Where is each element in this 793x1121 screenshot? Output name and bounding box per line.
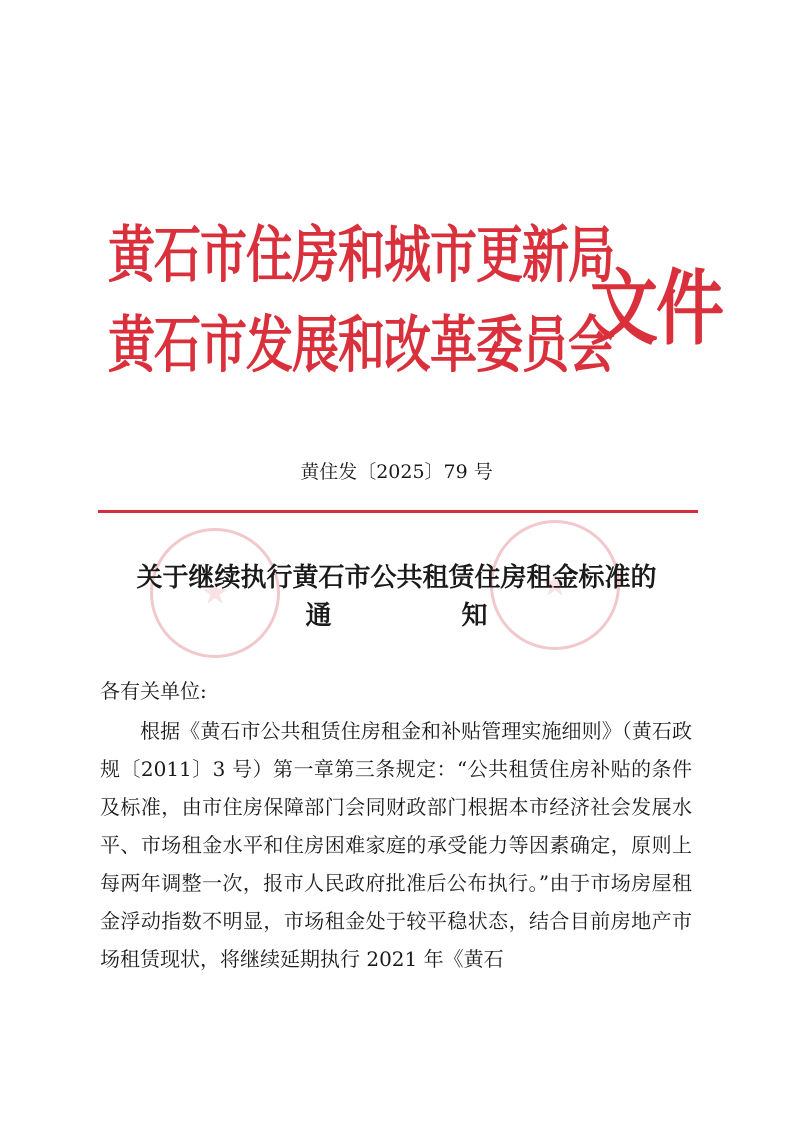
document-number: 黄住发〔2025〕79 号 [300, 461, 493, 483]
notice-title-char-zhi: 知 [461, 601, 488, 631]
red-divider-line [98, 510, 698, 513]
notice-title-line-1: 关于继续执行黄石市公共租赁住房租金标准的 [136, 563, 657, 593]
salutation: 各有关单位: [100, 679, 207, 703]
document-type-label: 文件 [590, 262, 723, 357]
issuer-line-development-commission: 黄石市发展和改革委员会 [108, 310, 614, 382]
red-masthead [108, 212, 723, 402]
body-paragraph: 根据《黄石市公共租赁住房租金和补贴管理实施细则》（黄石政规〔2011〕3 号）第一章第三条规定：“公共租赁住房补贴的条件及标准，由市住房保障部门会同财政部门根据本市经济社会发展水平、市场租金水平和住房困难家庭的承受能力等因素确定，原则上每两年调整一次，报市人民政府批准后公布执行。”由于市场房屋租金浮动指数不明显，市场租金处于较平稳状态，结合目前房地产市场租赁现状，将继续延期执行 2021 年《黄石 [100, 719, 692, 971]
issuer-line-housing-bureau: 黄石市住房和城市更新局 [108, 220, 614, 292]
notice-title-line-2 [0, 598, 793, 634]
notice-title-char-tong: 通 [305, 601, 332, 631]
